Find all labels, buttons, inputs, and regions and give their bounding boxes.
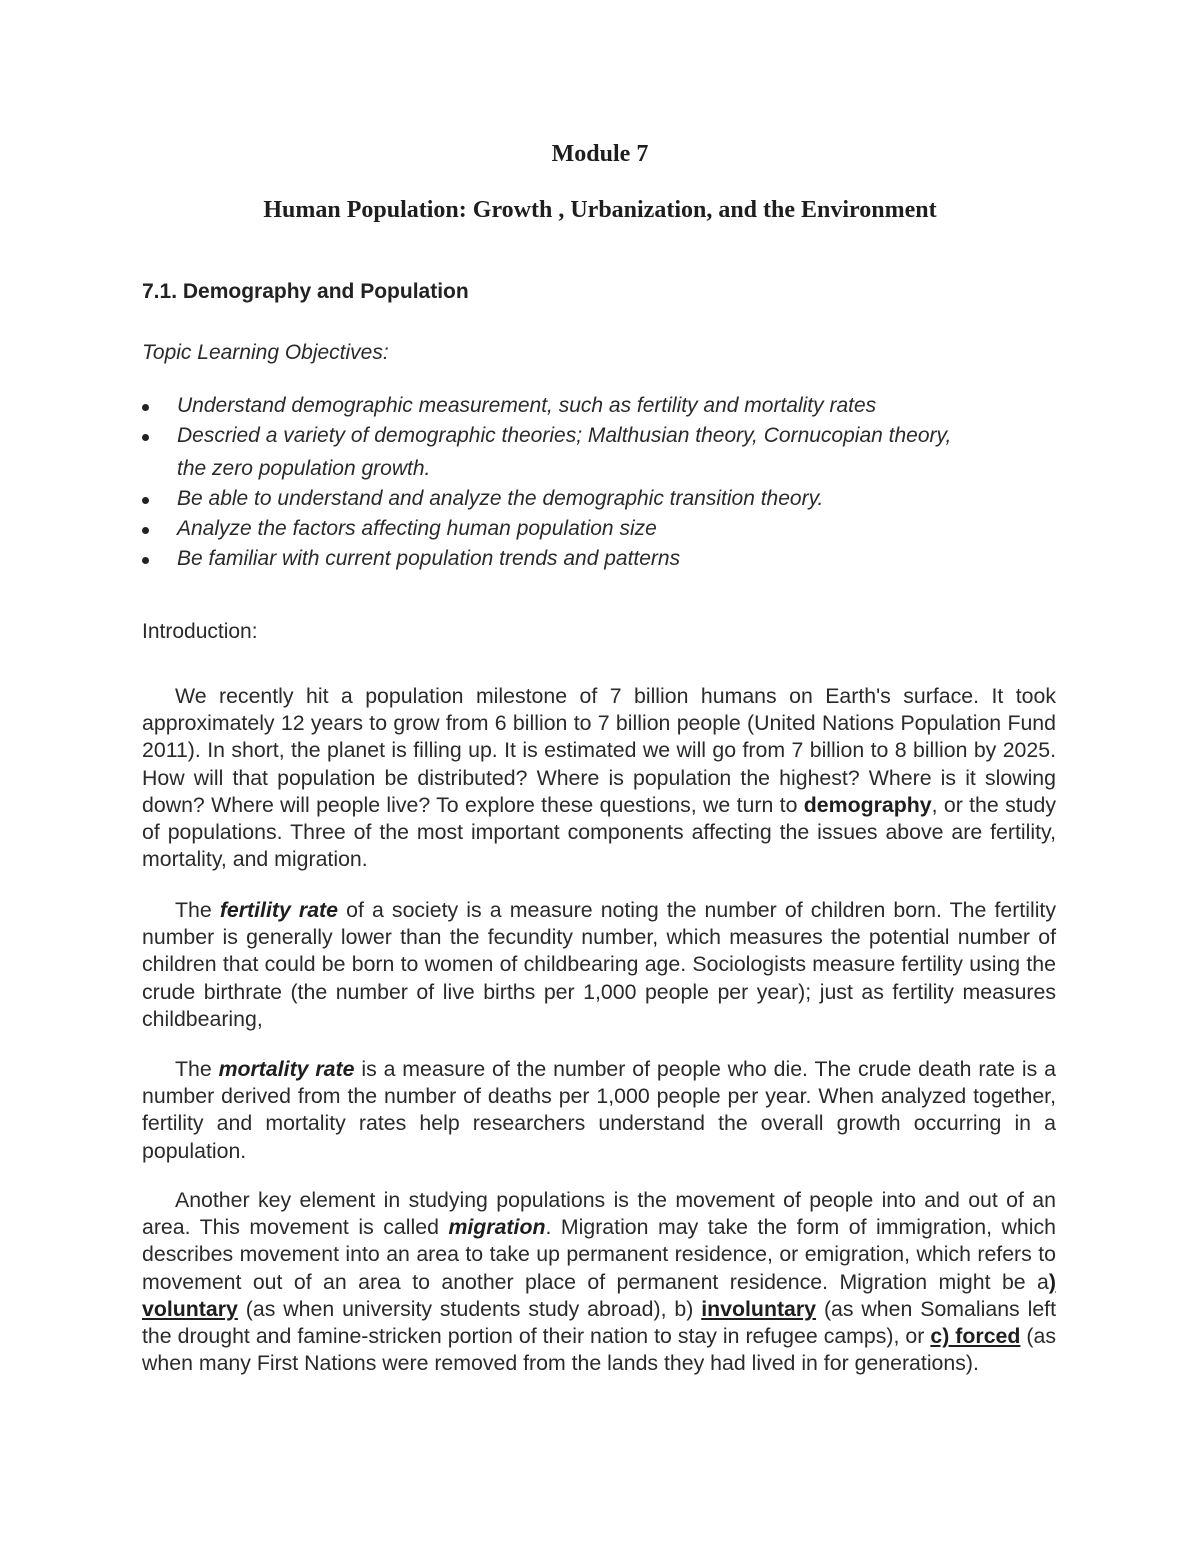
- paragraph-text: (as when Somalians left the drought and famine-stricken portion of their nation to stay in refugee camps), or: [142, 1296, 1056, 1349]
- module-subtitle: Human Population: Growth , Urbanization, and the Environment: [263, 197, 937, 223]
- paragraph-text: The: [175, 898, 220, 922]
- objective-text: Understand demographic measurement, such as fertility and mortality rates: [177, 394, 877, 417]
- bullet-icon: [142, 527, 149, 534]
- paragraph-text: The: [175, 1057, 219, 1081]
- paragraph-fertility: [142, 897, 1056, 1033]
- paragraph-migration: [142, 1187, 1056, 1377]
- objective-item: [142, 514, 1062, 544]
- bullet-icon: [142, 404, 149, 411]
- objective-text: Be familiar with current population trends and patterns: [177, 547, 681, 570]
- module-title: Module 7: [551, 141, 649, 167]
- objective-text-continued: the zero population growth.: [177, 457, 431, 480]
- term-involuntary: involuntary: [701, 1296, 817, 1321]
- objective-item: [142, 484, 1062, 514]
- term-migration: migration: [448, 1215, 546, 1240]
- paragraph-text: of a society is a measure noting the number of children born. The fertility number is generally lower than the fecundity number, which measures the potential number of children that could be born to women of childbearing age. Sociologists measure fertility using the crude birthrate (the number of live births per 1,000 people per year); just as fertility measures childbearing,: [142, 898, 1056, 1031]
- term-demography: demography: [803, 792, 932, 817]
- introduction-label: Introduction:: [142, 620, 258, 643]
- paragraph-demography: [142, 683, 1056, 873]
- objective-text: Be able to understand and analyze the demographic transition theory.: [177, 487, 824, 510]
- term-forced: c) forced: [930, 1324, 1021, 1349]
- paragraph-text: (as when university students study abroad), b): [237, 1296, 702, 1321]
- bullet-icon: [142, 497, 149, 504]
- objective-text: Analyze the factors affecting human population size: [177, 517, 657, 540]
- objectives-label: Topic Learning Objectives:: [142, 341, 389, 364]
- section-heading: 7.1. Demography and Population: [142, 280, 469, 303]
- paragraph-text: We recently hit a population milestone of 7 billion humans on Earth's surface. It took approximately 12 years to grow from 6 billion to 7 billion people (United Nations Population Fund 2011). In short, the planet is filling up. It is estimated we will go from 7 billion to 8 billion by 2025. How will that population be distributed? Where is population the highest? Where is it slowing down? Where will people live? To explore these questions, we turn to: [142, 684, 1056, 817]
- objective-item: [142, 421, 1062, 484]
- bullet-icon: [142, 557, 149, 564]
- paragraph-text: (as when many First Nations were removed from the lands they had lived in for generations).: [142, 1324, 1056, 1376]
- paragraph-text: . Migration may take the form of immigration, which describes movement into an area to take up permanent residence, or emigration, which refers to movement out of an area to another place of permanent residence. Migration might be a: [142, 1215, 1056, 1294]
- objectives-list: [142, 391, 1062, 574]
- bullet-icon: [142, 434, 149, 441]
- paragraph-mortality: [142, 1056, 1056, 1165]
- objective-text: Descried a variety of demographic theories; Malthusian theory, Cornucopian theory,: [177, 424, 952, 447]
- paragraph-text: Another key element in studying populations is the movement of people into and out of an area. This movement is called: [142, 1188, 1056, 1240]
- term-mortality-rate: mortality rate: [218, 1057, 355, 1081]
- term-fertility-rate: fertility rate: [219, 898, 338, 922]
- objective-item: [142, 544, 1062, 574]
- term-voluntary: ) voluntary: [142, 1269, 1056, 1321]
- paragraph-text: is a measure of the number of people who die. The crude death rate is a number derived from the number of deaths per 1,000 people per year. When analyzed together, fertility and mortality rates help researchers understand the overall growth occurring in a population.: [142, 1057, 1056, 1163]
- paragraph-text: , or the study of populations. Three of the most important components affecting the issues above are fertility, mortality, and migration.: [142, 792, 1056, 872]
- objective-item: [142, 391, 1062, 421]
